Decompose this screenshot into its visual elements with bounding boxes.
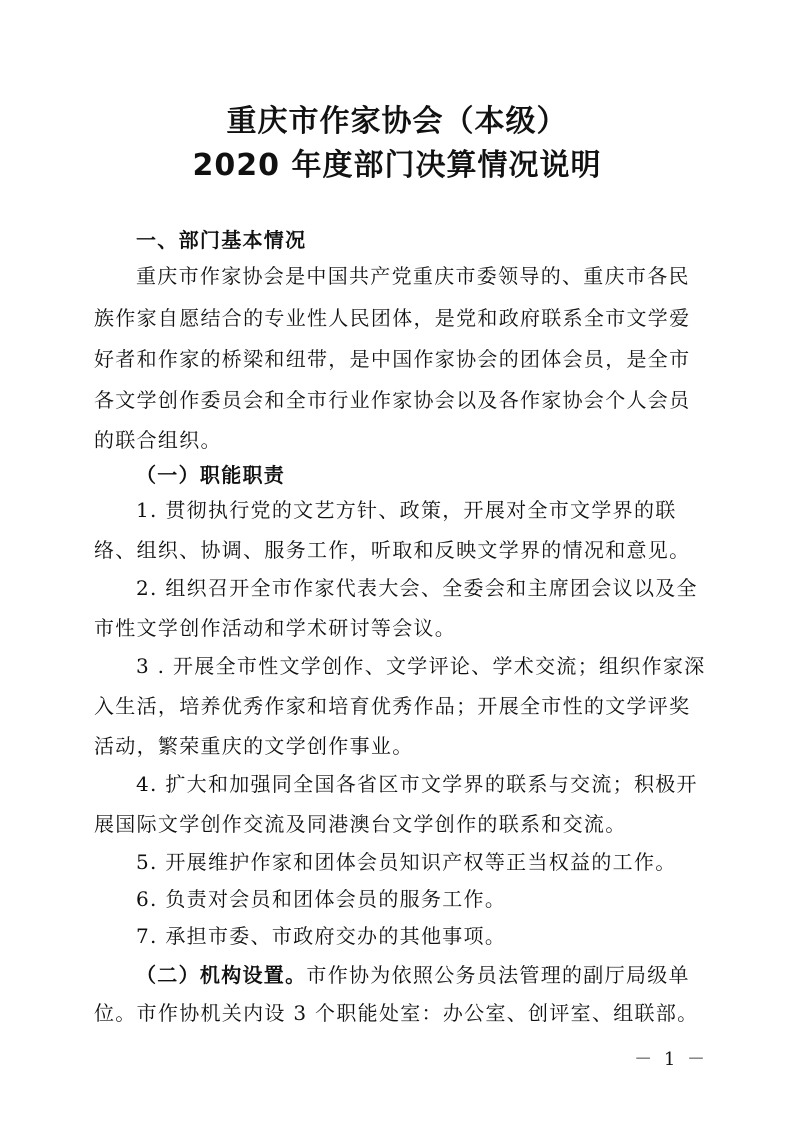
intro-line: 的联合组织。: [94, 428, 222, 452]
intro-line: 好者和作家的桥梁和纽带，是中国作家协会的团体会员，是全市: [94, 347, 691, 371]
intro-line: 各文学创作委员会和全市行业作家协会以及各作家协会个人会员: [94, 388, 691, 412]
org-setup-heading: （二）机构设置。: [136, 963, 307, 987]
duty-item-7: 7. 承担市委、市政府交办的其他事项。: [136, 924, 507, 948]
duty-item-6: 6. 负责对会员和团体会员的服务工作。: [136, 887, 507, 911]
duty-item-4: 4. 扩大和加强同全国各省区市文学界的联系与交流；积极开: [136, 772, 698, 796]
duty-item-3-cont: 活动，繁荣重庆的文学创作事业。: [94, 734, 414, 758]
document-title-line2: 2020 年度部门决算情况说明: [192, 148, 602, 183]
duty-item-5: 5. 开展维护作家和团体会员知识产权等正当权益的工作。: [136, 850, 677, 874]
page-number: － 1 －: [634, 1049, 708, 1070]
duty-item-4-cont: 展国际文学创作交流及同港澳台文学创作的联系和交流。: [94, 812, 627, 836]
duty-item-1-cont: 络、组织、协调、服务工作，听取和反映文学界的情况和意见。: [94, 538, 691, 562]
org-setup-line2: 位。市作协机关内设 3 个职能处室：办公室、创评室、组联部。: [94, 1001, 699, 1025]
duty-item-1: 1. 贯彻执行党的文艺方针、政策，开展对全市文学界的联: [136, 498, 677, 522]
org-setup-text: 市作协为依照公务员法管理的副厅局级单: [306, 963, 690, 987]
duty-item-2: 2. 组织召开全市作家代表大会、全委会和主席团会议以及全: [136, 576, 698, 600]
intro-line: 族作家自愿结合的专业性人民团体，是党和政府联系全市文学爱: [94, 306, 691, 330]
duty-item-3-cont: 入生活，培养优秀作家和培育优秀作品；开展全市性的文学评奖: [94, 694, 691, 718]
duty-item-2-cont: 市性文学创作活动和学术研讨等会议。: [94, 616, 457, 640]
document-title-line1: 重庆市作家协会（本级）: [226, 104, 568, 139]
duty-item-3: 3 . 开展全市性文学创作、文学评论、学术交流；组织作家深: [136, 654, 706, 678]
section-heading-basic-info: 一、部门基本情况: [136, 228, 307, 252]
duties-heading: （一）职能职责: [136, 463, 286, 487]
intro-line: 重庆市作家协会是中国共产党重庆市委领导的、重庆市各民: [136, 264, 690, 288]
org-setup-line1: [136, 959, 690, 988]
